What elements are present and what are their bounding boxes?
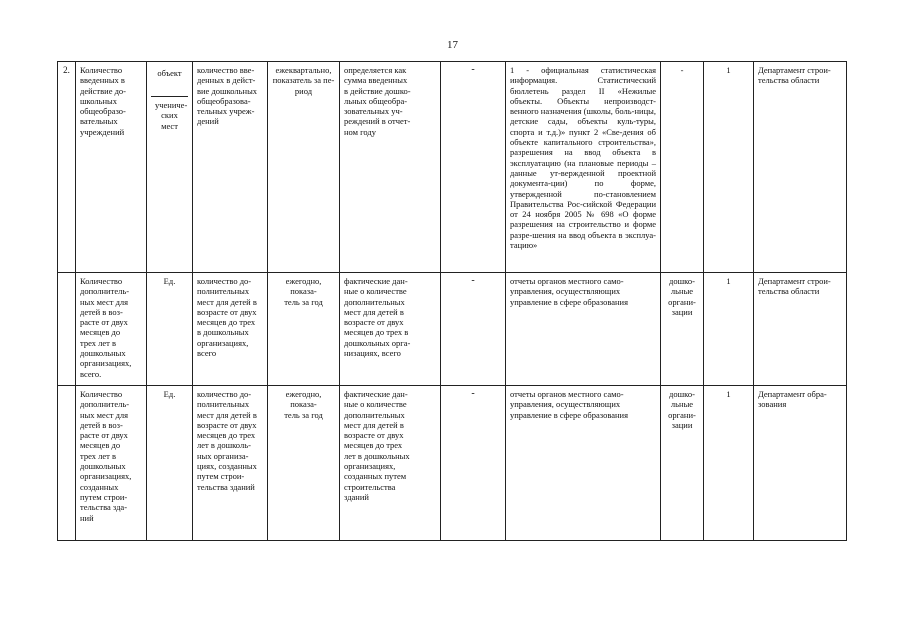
unit-secondary-label: учениче- ских мест [155, 100, 188, 131]
table-row [58, 273, 847, 386]
basic-indicator: - [441, 273, 506, 386]
responsible-department: Департамент строи- тельства области [754, 273, 847, 386]
indicators-table [57, 61, 847, 541]
coverage-level: 1 [704, 386, 754, 541]
page-number: 17 [447, 39, 458, 51]
calculation-method: фактические дан- ные о количестве дополнительных мест для детей в возрасте от двух месяцев до трех лет в дошкольных организациях, созданных путем строительства зданий [340, 386, 441, 541]
basic-indicator: - [441, 62, 506, 273]
row-number: 2. [58, 62, 76, 273]
table-row [58, 62, 847, 273]
indicator-definition: количество до- полнительных мест для детей в возрасте от двух месяцев до трех в дошкольных организациях, всего [193, 273, 268, 386]
data-source: отчеты органов местного само- управления, осуществляющих управление в сфере образования [506, 386, 661, 541]
observation-unit: - [661, 62, 704, 273]
periodicity: ежегодно, показа- тель за год [268, 386, 340, 541]
unit-cell [147, 62, 193, 273]
coverage-level: 1 [704, 273, 754, 386]
indicator-name: Количество дополнитель- ных мест для детей в воз- расте от двух месяцев до трех лет в дошкольных организациях, созданных путем строи- тельства зда- ний [76, 386, 147, 541]
observation-unit: дошко- льные органи- зации [661, 386, 704, 541]
row-number [58, 386, 76, 541]
indicator-name: Количество введенных в действие до- школьных общеобразо- вательных учреждений [76, 62, 147, 273]
coverage-level: 1 [704, 62, 754, 273]
responsible-department: Департамент строи- тельства области [754, 62, 847, 273]
table-row [58, 386, 847, 541]
indicator-name: Количество дополнитель- ных мест для детей в воз- расте от двух месяцев до трех лет в дошкольных организациях, всего. [76, 273, 147, 386]
unit-label: объект [151, 65, 188, 97]
unit-label: Ед. [147, 273, 193, 386]
unit-label: Ед. [147, 386, 193, 541]
data-source: отчеты органов местного само- управления, осуществляющих управление в сфере образования [506, 273, 661, 386]
periodicity: ежегодно, показа- тель за год [268, 273, 340, 386]
indicator-definition: количество вве- денных в дейст- вие дошкольных общеобразова- тельных учреж- дений [193, 62, 268, 273]
calculation-method: определяется как сумма введенных в действие дошко- льных общеобра- зовательных уч- реждений в отчет- ном году [340, 62, 441, 273]
periodicity: ежеквартально, показатель за пе- риод [268, 62, 340, 273]
indicator-definition: количество до- полнительных мест для детей в возрасте от двух месяцев до трех лет в дошколь- ных организа- циях, созданных путем строи- тельства зданий [193, 386, 268, 541]
observation-unit: дошко- льные органи- зации [661, 273, 704, 386]
basic-indicator: - [441, 386, 506, 541]
row-number [58, 273, 76, 386]
data-source: 1 - официальная статистическая информация. Статистический бюллетень раздел II «Нежилые объекты. Объекты непроизводст-венного назначения (школы, боль-ницы, детские сады, объекты куль-туры, спорта и т.д.)» пункт 2 «Све-дения об объекте капитального строительства», разрешения на ввод объекта в эксплуатацию (на плановые периоды – данные ут-вержденной проектной документа-ции) по форме, утвержденной по-становлением Правительства Рос-сийской Федерации от 24 ноября 2005 № 698 «О форме разрешения на строительство и форме разре-шения на ввод объекта в эксплуа-тацию» [506, 62, 661, 273]
responsible-department: Департамент обра- зования [754, 386, 847, 541]
calculation-method: фактические дан- ные о количестве дополнительных мест для детей в возрасте от двух месяцев до трех в дошкольных орга- низациях, всего [340, 273, 441, 386]
